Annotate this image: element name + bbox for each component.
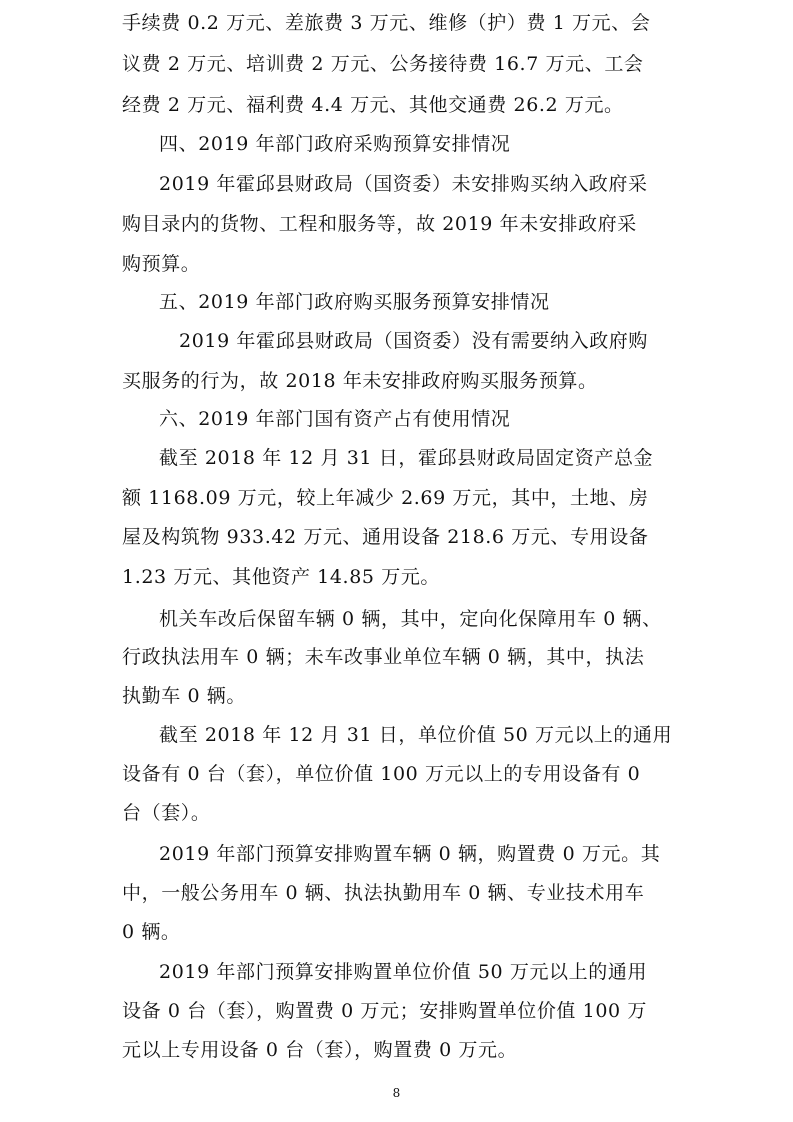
text-line: 2019 年霍邱县财政局（国资委）没有需要纳入政府购: [179, 330, 648, 352]
text-line: 购预算。: [122, 253, 201, 275]
text-line: 额 1168.09 万元，较上年减少 2.69 万元，其中，土地、房: [122, 487, 649, 509]
text-line: 设备 0 台（套），购置费 0 万元；安排购置单位价值 100 万: [122, 1000, 647, 1022]
text-line: 1.23 万元、其他资产 14.85 万元。: [122, 566, 441, 588]
text-line: 中，一般公务用车 0 辆、执法执勤用车 0 辆、专业技术用车: [122, 882, 645, 904]
section-heading: 五、2019 年部门政府购买服务预算安排情况: [159, 291, 550, 313]
text-line: 设备有 0 台（套），单位价值 100 万元以上的专用设备有 0: [122, 763, 641, 785]
text-line: 买服务的行为，故 2018 年未安排政府购买服务预算。: [122, 370, 598, 392]
text-line: 经费 2 万元、福利费 4.4 万元、其他交通费 26.2 万元。: [122, 94, 624, 116]
section-heading: 六、2019 年部门国有资产占有使用情况: [159, 408, 511, 430]
text-line: 2019 年霍邱县财政局（国资委）未安排购买纳入政府采: [159, 173, 648, 195]
text-line: 截至 2018 年 12 月 31 日，单位价值 50 万元以上的通用: [159, 724, 673, 746]
text-line: 议费 2 万元、培训费 2 万元、公务接待费 16.7 万元、工会: [122, 53, 644, 75]
text-line: 2019 年部门预算安排购置单位价值 50 万元以上的通用: [159, 961, 648, 983]
text-line: 元以上专用设备 0 台（套），购置费 0 万元。: [122, 1039, 518, 1061]
text-line: 执勤车 0 辆。: [122, 685, 246, 707]
text-line: 手续费 0.2 万元、差旅费 3 万元、维修（护）费 1 万元、会: [122, 12, 651, 34]
text-line: 台（套）。: [122, 802, 211, 824]
text-line: 购目录内的货物、工程和服务等，故 2019 年未安排政府采: [122, 213, 637, 235]
text-line: 截至 2018 年 12 月 31 日，霍邱县财政局固定资产总金: [159, 447, 654, 469]
text-line: 屋及构筑物 933.42 万元、通用设备 218.6 万元、专用设备: [122, 526, 649, 548]
page-number: 8: [392, 1086, 401, 1100]
text-line: 2019 年部门预算安排购置车辆 0 辆，购置费 0 万元。其: [159, 843, 661, 865]
text-line: 行政执法用车 0 辆；未车改事业单位车辆 0 辆，其中，执法: [122, 646, 645, 668]
text-line: 机关车改后保留车辆 0 辆，其中，定向化保障用车 0 辆、: [159, 608, 662, 630]
text-line: 0 辆。: [122, 921, 181, 943]
section-heading: 四、2019 年部门政府采购预算安排情况: [159, 133, 511, 155]
